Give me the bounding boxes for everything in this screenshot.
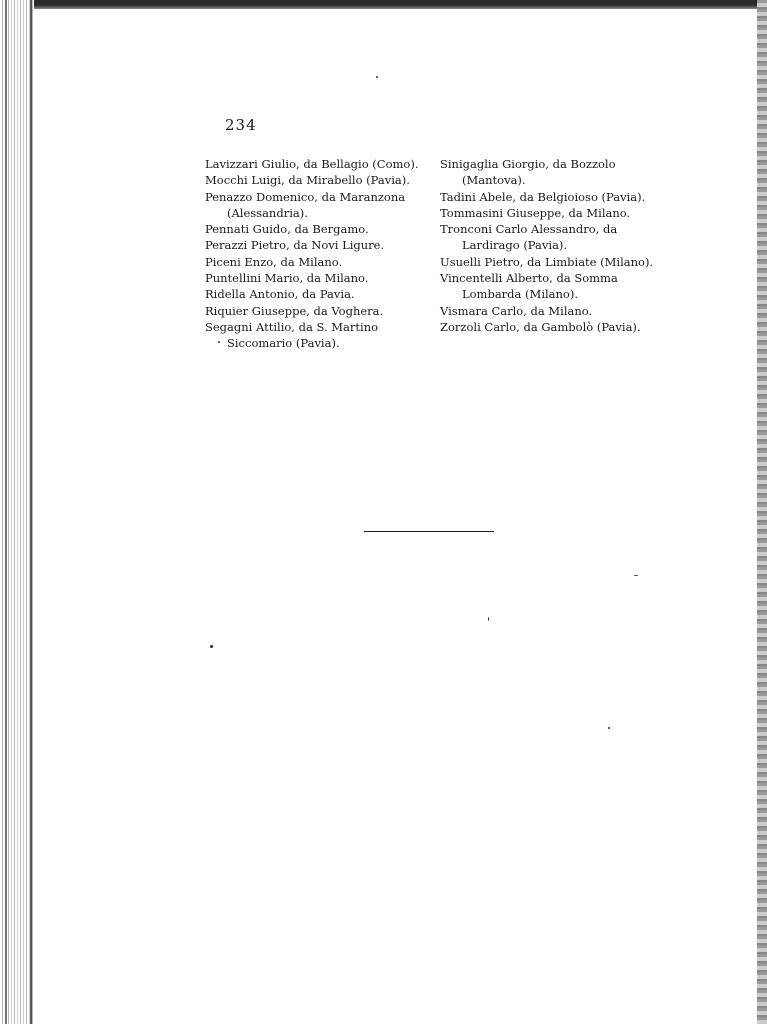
section-divider bbox=[364, 531, 494, 532]
list-item: Ridella Antonio, da Pavia. bbox=[205, 287, 355, 302]
left-column bbox=[205, 156, 425, 352]
list-item: Sinigaglia Giorgio, da Bozzolo (Mantova). bbox=[440, 157, 616, 188]
ink-speck bbox=[608, 727, 610, 729]
page-number: 234 bbox=[225, 116, 257, 134]
ink-speck bbox=[634, 575, 638, 576]
right-column bbox=[440, 156, 660, 335]
list-item: Mocchi Luigi, da Mirabello (Pavia). bbox=[205, 173, 410, 188]
list-item: Lavizzari Giulio, da Bellagio (Como). bbox=[205, 157, 419, 171]
list-item: Perazzi Pietro, da Novi Ligure. bbox=[205, 238, 385, 253]
list-item: Puntellini Mario, da Milano. bbox=[205, 271, 369, 286]
ink-speck bbox=[488, 617, 489, 621]
ink-speck bbox=[376, 76, 378, 78]
list-item: Vismara Carlo, da Milano. bbox=[440, 303, 593, 318]
list-item: Usuelli Pietro, da Limbiate (Milano). bbox=[440, 254, 654, 269]
ink-speck bbox=[210, 645, 213, 648]
list-item: Zorzoli Carlo, da Gambolò (Pavia). bbox=[440, 319, 641, 334]
list-item: Penazzo Domenico, da Maranzona (Alessandria). bbox=[205, 189, 406, 220]
top-edge-shadow bbox=[0, 0, 767, 9]
binding-line bbox=[30, 0, 32, 1024]
list-item: Tadini Abele, da Belgioioso (Pavia). bbox=[440, 189, 646, 204]
list-item: Tronconi Carlo Alessandro, da Lardirago (Pavia). bbox=[440, 222, 618, 253]
list-item: Vincentelli Alberto, da Somma Lombarda (Milano). bbox=[440, 271, 618, 302]
list-item: Piceni Enzo, da Milano. bbox=[205, 254, 343, 269]
binding-line bbox=[5, 0, 7, 1024]
list-item: Tommasini Giuseppe, da Milano. bbox=[440, 205, 631, 220]
ink-speck bbox=[218, 341, 220, 343]
list-item: Pennati Guido, da Bergamo. bbox=[205, 222, 369, 237]
right-edge-shadow bbox=[757, 0, 767, 1024]
list-item: Riquier Giuseppe, da Voghera. bbox=[205, 303, 384, 318]
list-item: Segagni Attilio, da S. Martino Siccomario (Pavia). bbox=[205, 319, 379, 351]
